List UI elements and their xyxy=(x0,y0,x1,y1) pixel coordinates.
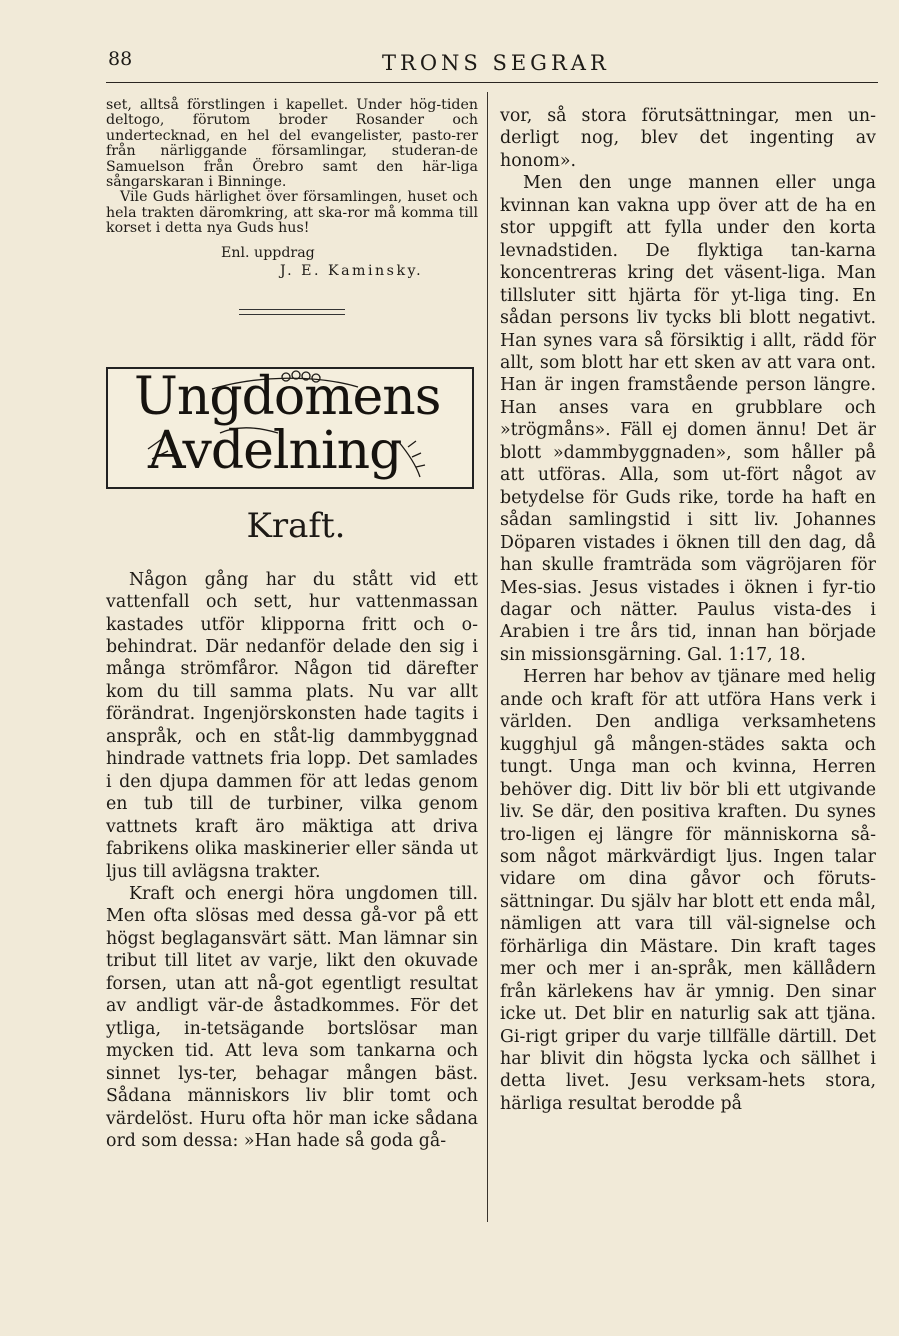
article-title: Kraft. xyxy=(246,505,346,546)
signature-name: J. E. Kaminsky. xyxy=(280,262,424,279)
column-divider xyxy=(487,92,488,1222)
signature-line: Enl. uppdrag xyxy=(221,244,315,261)
page-number: 88 xyxy=(108,48,133,70)
banner-line2: Avdelning xyxy=(148,420,402,481)
article-paragraph: Kraft och energi höra ungdomen till. Men ofta slösas med dessa gå-vor på ett högst beglagansvärt sätt. Man lämnar sin tribut till litet av varje, likt den okuvade forsen, utan att nå-got egentligt resultat av andligt vär-de åstadkommes. För det ytliga, in-tetsägande bortslösar man mycken tid. Att leva som tankarna och sinnet lys-ter, behagar mången bäst. Sådana människors liv blir tomt och värdelöst. Huru ofta hör man icke sådana ord som dessa: »Han hade så goda gå- xyxy=(106,884,478,1151)
article-paragraph: vor, så stora förutsättningar, men un-derligt nog, blev det ingenting av honom». xyxy=(500,106,876,171)
section-divider xyxy=(239,309,345,315)
church-report xyxy=(106,98,478,237)
right-column xyxy=(500,105,876,1115)
running-title: TRONS SEGRAR xyxy=(382,51,610,75)
section-banner xyxy=(106,367,474,489)
report-paragraph: set, alltså förstlingen i kapellet. Under hög-tiden deltogo, förutom broder Rosander och undertecknad, en hel del evangelister, pasto-rer från närliggande församlingar, studeran-de Samuelson från Örebro samt den här-liga sångarskaran i Binninge. xyxy=(106,97,478,191)
header-rule xyxy=(106,82,878,83)
report-paragraph: Vile Guds härlighet över församlingen, huset och hela trakten däromkring, att ska-ror må komma till korset i detta nya Guds hus! xyxy=(106,189,478,237)
left-column xyxy=(106,98,478,1152)
article-paragraph: Någon gång har du stått vid ett vattenfall och sett, hur vattenmassan kastades utför klipporna fritt och o-behindrat. Där nedanför delade den sig i många strömfåror. Någon tid därefter kom du till samma plats. Nu var allt förändrat. Ingenjörskonsten hade tagits i anspråk, och en ståt-lig dammbyggnad hindrade vattnets fria lopp. Det samlades i den djupa dammen för att ledas genom en tub till de turbiner, vilka genom vattnets kraft äro mäktiga att driva fabrikens olika maskinerier eller sända ut ljus till avlägsna trakter. xyxy=(106,569,478,882)
article-paragraph: Herren har behov av tjänare med helig ande och kraft för att utföra Hans verk i världen. Den andliga verksamhetens kugghjul gå mången-städes sakta och tungt. Unga man och kvinna, Herren behöver dig. Ditt liv bör bli ett utgivande liv. Se där, den positiva kraften. Du synes tro-ligen ej längre för människorna så-som något märkvärdigt ljus. Ingen talar vidare om dina gåvor och föruts-sättningar. Du själv har blott ett enda mål, nämligen att vara till väl-signelse och förhärliga din Mästare. Din kraft tages mer och mer i an-språk, men källådern från kärlekens hav är ymnig. Den sinar icke ut. Det blir en naturlig sak att tjäna. Gi-rigt griper du varje tillfälle därtill. Det har blivit din högsta lycka och sällhet i detta livet. Jesu verksam-hets stora, härliga resultat berodde på xyxy=(500,667,876,1114)
banner-line1: Ungdomens xyxy=(134,366,441,427)
article-body-left xyxy=(106,569,478,1153)
article-paragraph: Men den unge mannen eller unga kvinnan kan vakna upp över att de ha en stor uppgift att fylla under den korta levnadstiden. De flyktiga tan-karna koncentreras kring det väsent-liga. Man tillsluter sitt hjärta för yt-liga ting. En sådan persons liv tycks bli blott negativt. Han synes vara så försiktig i allt, rädd för allt, som blott har ett sken av att vara ont. Han är ingen framstående person längre. Han anses vara en grubblare och »trögmåns». Fäll ej domen ännu! Det är blott »dammbyggnaden», som håller på att utföras. Alla, som ut-fört något av betydelse för Guds rike, torde ha haft en sådan samlingstid i sitt liv. Johannes Döparen vistades i öknen till den dag, då han skulle framträda som vägröjaren för Mes-sias. Jesus vistades i öknen i fyr-tio dagar och nätter. Paulus vista-des i Arabien i tre års tid, innan han började sin missionsgärning. Gal. 1:17, 18. xyxy=(500,173,876,665)
